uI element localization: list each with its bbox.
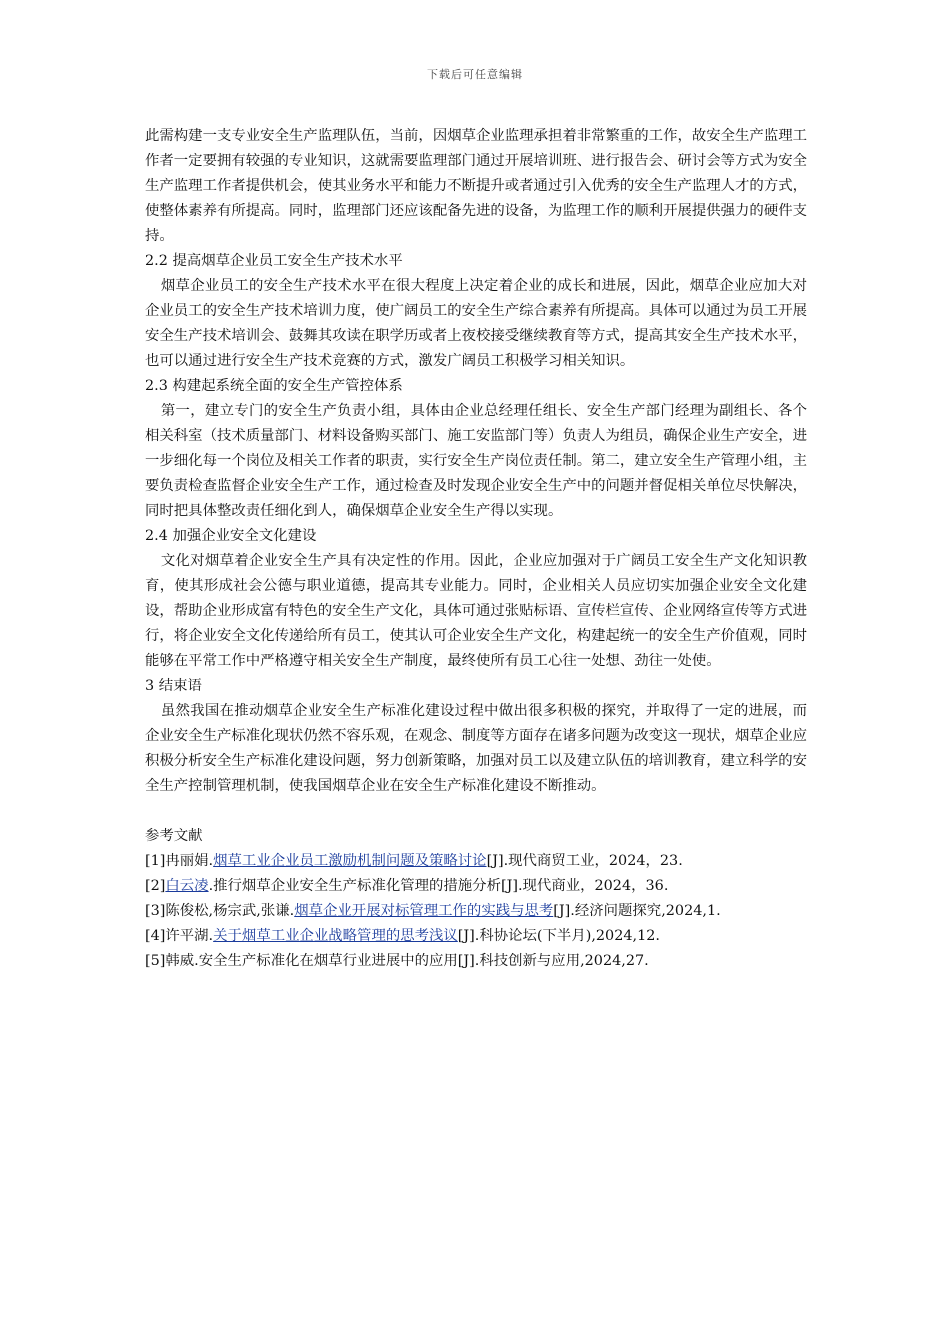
references-title: 参考文献	[145, 828, 203, 844]
paragraph-3: 虽然我国在推动烟草企业安全生产标准化建设过程中做出很多积极的探究，并取得了一定的进展，而企业安全生产标准化现状仍然不容乐观，在观念、制度等方面存在诸多问题为改变这一现状，烟草企业应积极分析安全生产标准化建设问题，努力创新策略，加强对员工以及建立队伍的培训教育，建立科学的安全生产控制管理机制，使我国烟草企业在安全生产标准化建设不断推动。	[145, 703, 807, 794]
reference-1-link[interactable]: 烟草工业企业员工激励机制问题及策略讨论	[213, 853, 487, 869]
reference-item-3	[145, 899, 807, 924]
reference-1-source: [J].现代商贸工业，2024，23.	[486, 853, 683, 869]
reference-item-4	[145, 924, 807, 949]
paragraph-2-2: 烟草企业员工的安全生产技术水平在很大程度上决定着企业的成长和进展，因此，烟草企业应加大对企业员工的安全生产技术培训力度，使广阔员工的安全生产综合素养有所提高。具体可以通过为员工开展安全生产技术培训会、鼓舞其攻读在职学历或者上夜校接受继续教育等方式，提高其安全生产技术水平，也可以通过进行安全生产技术竞赛的方式，激发广阔员工积极学习相关知识。	[145, 278, 807, 369]
paragraph-supervision: 此需构建一支专业安全生产监理队伍，当前，因烟草企业监理承担着非常繁重的工作，故安全生产监理工作者一定要拥有较强的专业知识，这就需要监理部门通过开展培训班、进行报告会、研讨会等方式为安全生产监理工作者提供机会，使其业务水平和能力不断提升或者通过引入优秀的安全生产监理人才的方式，使整体素养有所提高。同时，监理部门还应该配备先进的设备，为监理工作的顺利开展提供强力的硬件支持。	[145, 128, 807, 244]
section-heading-2-4: 2.4 加强企业安全文化建设	[145, 528, 317, 544]
reference-3-source: [J].经济问题探究,2024,1.	[553, 903, 721, 919]
section-heading-3: 3 结束语	[145, 678, 202, 694]
reference-2-link[interactable]: 白云凌	[165, 878, 209, 894]
reference-4-authors: [4]许平湖.	[145, 928, 214, 944]
reference-item-2	[145, 874, 807, 899]
reference-item-5	[145, 949, 807, 974]
paragraph-2-3: 第一，建立专门的安全生产负责小组，具体由企业总经理任组长、安全生产部门经理为副组长、各个相关科室（技术质量部门、材料设备购买部门、施工安监部门等）负责人为组员，确保企业生产安全，进一步细化每一个岗位及相关工作者的职责，实行安全生产岗位责任制。第二，建立安全生产管理小组，主要负责检查监督企业安全生产工作，通过检查及时发现企业安全生产中的问题并督促相关单位尽快解决，同时把具体整改责任细化到人，确保烟草企业安全生产得以实现。	[145, 403, 807, 519]
reference-3-authors: [3]陈俊松,杨宗武,张谦.	[145, 903, 295, 919]
paragraph-2-4: 文化对烟草着企业安全生产具有决定性的作用。因此，企业应加强对于广阔员工安全生产文化知识教育，使其形成社会公德与职业道德，提高其专业能力。同时，企业相关人员应切实加强企业安全文化建设，帮助企业形成富有特色的安全生产文化，具体可通过张贴标语、宣传栏宣传、企业网络宣传等方式进行，将企业安全文化传递给所有员工，使其认可企业安全生产文化，构建起统一的安全生产价值观，同时能够在平常工作中严格遵守相关安全生产制度，最终使所有员工心往一处想、劲往一处使。	[145, 553, 807, 669]
reference-4-source: [J].科协论坛(下半月),2024,12.	[457, 928, 660, 944]
section-heading-2-2: 2.2 提高烟草企业员工安全生产技术水平	[145, 253, 403, 269]
reference-2-index: [2]	[145, 878, 166, 894]
reference-3-link[interactable]: 烟草企业开展对标管理工作的实践与思考	[294, 903, 554, 919]
reference-2-source: .推行烟草企业安全生产标准化管理的措施分析[J].现代商业，2024，36.	[208, 878, 669, 894]
blank-line	[145, 799, 807, 824]
reference-5-text: [5]韩威.安全生产标准化在烟草行业进展中的应用[J].科技创新与应用,2024,27.	[145, 953, 649, 969]
section-heading-2-3: 2.3 构建起系统全面的安全生产管控体系	[145, 378, 403, 394]
reference-item-1	[145, 849, 807, 874]
reference-4-link[interactable]: 关于烟草工业企业战略管理的思考浅议	[213, 928, 458, 944]
reference-1-authors: [1]冉丽娟.	[145, 853, 214, 869]
document-body	[145, 124, 807, 974]
page-header: 下载后可任意编辑	[427, 68, 523, 81]
